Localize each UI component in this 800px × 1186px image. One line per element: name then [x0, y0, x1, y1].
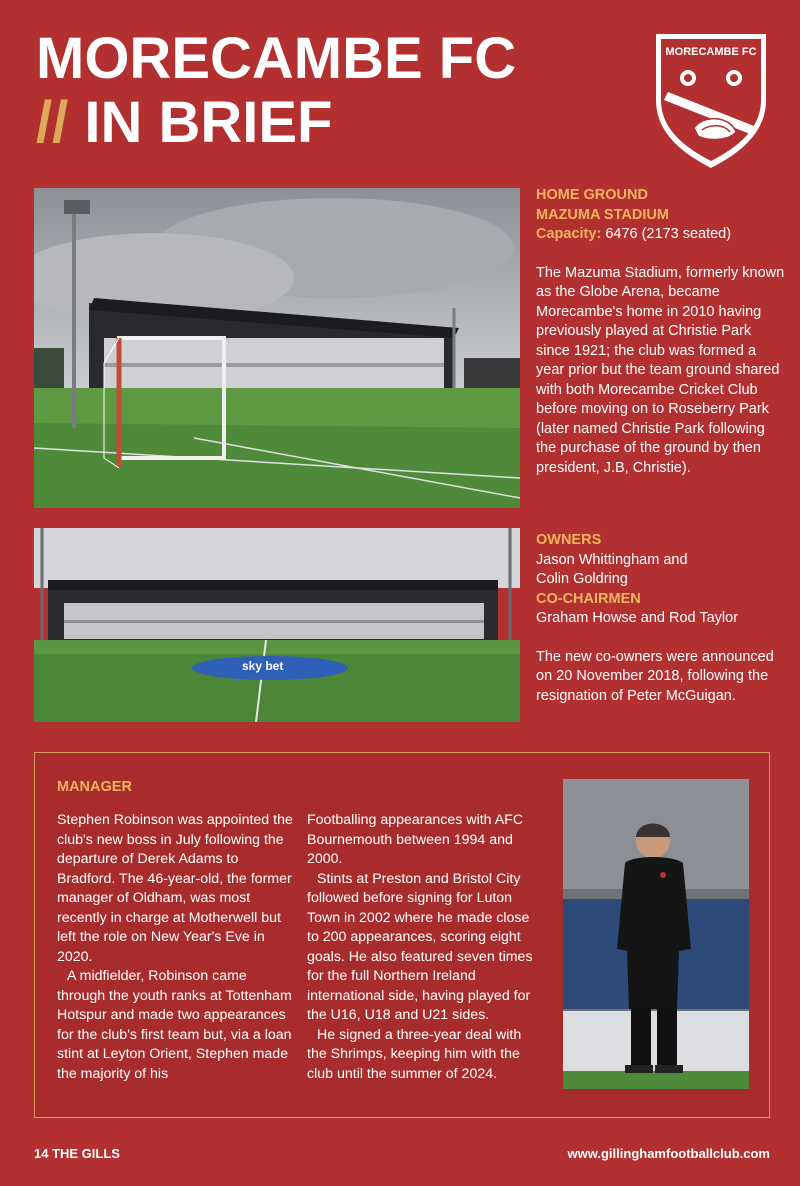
page-title: [36, 26, 517, 155]
manager-col2-paragraph-2: Stints at Preston and Bristol City followed before signing for Luton Town in 2002 where he made close to 200 appearances, scoring eight goals. He also featured seven times for the full Northern Ireland international side, having played for the U16, U18 and U21 sides.: [307, 870, 533, 1023]
stadium-wide-graphic: [34, 528, 520, 722]
title-line-1: MORECAMBE FC: [36, 26, 517, 91]
home-ground-section: [536, 186, 786, 478]
owners-heading: OWNERS: [536, 532, 602, 548]
manager-col1-paragraph-1: Stephen Robinson was appointed the club's new boss in July following the departure of Derek Adams to Bradford. The 46-year-old, the former manager of Oldham, was most recently in charge at Motherwell but left the role on New Year's Eve in 2020.: [57, 812, 293, 965]
owners-line-1: Jason Whittingham and: [536, 551, 688, 568]
capacity-label: Capacity:: [536, 226, 602, 242]
title-line-2: [36, 90, 516, 155]
page-footer-website: www.gillinghamfootballclub.com: [567, 1146, 770, 1161]
manager-column-1: [57, 811, 293, 1084]
stadium-photo-wide: [34, 528, 520, 722]
capacity-line: [536, 225, 786, 245]
manager-heading: MANAGER: [57, 779, 132, 795]
ownership-body: The new co-owners were announced on 20 November 2018, following the resignation of Peter McGuigan.: [536, 648, 774, 704]
stadium-name: MAZUMA STADIUM: [536, 206, 669, 223]
title-line-2-text: IN BRIEF: [84, 90, 333, 155]
home-ground-heading: HOME GROUND: [536, 187, 648, 203]
manager-col2-paragraph-3: He signed a three-year deal with the Shrimps, keeping him with the club until the summer of 2024.: [307, 1026, 522, 1082]
morecambe-crest-logo: [652, 30, 770, 170]
crest-text: MORECAMBE FC: [665, 46, 757, 58]
home-ground-body: The Mazuma Stadium, formerly known as the Globe Arena, became Morecambe's home in 2010 having previously played at Christie Park since 1921; the club was formed a year prior but the team ground shared with both Morecambe Cricket Club before moving on to Roseberry Park (later named Christie Park following the purchase of the ground by then president, J.B, Christie).: [536, 264, 785, 476]
page-footer-left: 14 THE GILLS: [34, 1146, 120, 1161]
manager-col1-paragraph-2: A midfielder, Robinson came through the youth ranks at Tottenham Hotspur and made two appearances for the club's first team but, via a loan stint at Leyton Orient, Stephen made the majority of his: [57, 968, 292, 1082]
pitch-banner-text: sky bet: [242, 659, 284, 673]
stadium-photo-main: [34, 188, 520, 508]
owners-line-2: Colin Goldring: [536, 571, 628, 587]
manager-photo: [563, 779, 749, 1089]
manager-panel: [34, 752, 770, 1118]
cochairmen-heading: CO-CHAIRMEN: [536, 590, 641, 607]
ownership-section: [536, 531, 786, 706]
manager-column-2: [307, 811, 543, 1084]
cochairmen-names: Graham Howse and Rod Taylor: [536, 610, 739, 626]
title-slash: //: [36, 90, 69, 155]
capacity-value: 6476 (2173 seated): [605, 226, 732, 242]
manager-col2-paragraph-1: Footballing appearances with AFC Bournemouth between 1994 and 2000.: [307, 812, 524, 867]
